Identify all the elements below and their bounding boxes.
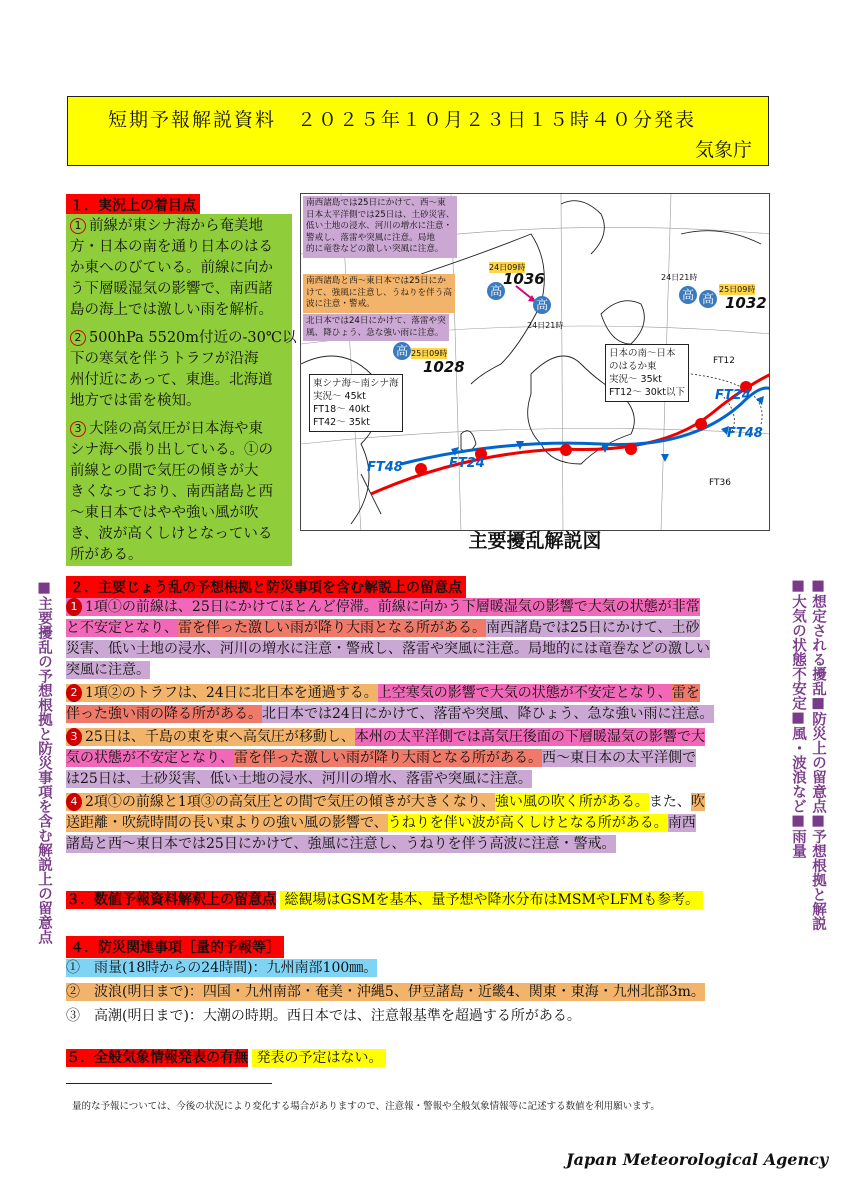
section1-line [70, 216, 288, 237]
section1-line [70, 328, 297, 349]
section1-line-text: シナ海へ張り出している。①の [70, 442, 273, 458]
section1-item [66, 326, 297, 414]
high-icon-3: 高 [393, 342, 411, 360]
section1-line-text: ～東日本ではやや強い風が吹 [70, 505, 259, 521]
high-icon-4: 高 [679, 286, 697, 304]
section4-item-tide: ③ 高潮(明日まで)：大潮の時期。西日本では、注意報基準を超過する所がある。 [66, 1008, 581, 1024]
section1-line [70, 349, 288, 370]
section1-line [70, 524, 288, 545]
high-pressure-1: 1036 [503, 270, 545, 288]
section1-line [70, 370, 288, 391]
section4-heading: ４．防災関連事項［量的予報等］ [66, 936, 284, 958]
side-label-left: ■主要擾乱の予想根拠と防災事項を含む解説上の留意点 [36, 580, 52, 944]
map-note-wind [303, 274, 455, 313]
item-number: 1 [70, 218, 86, 234]
ft-label-5: FT12 [713, 356, 735, 366]
map-note-line: のはるか東 [609, 361, 657, 372]
high-time-2: 24日21時 [527, 321, 564, 330]
section5-heading: ５．全般気象情報発表の有無 [66, 1050, 248, 1066]
high-pressure-3: 1028 [423, 358, 465, 376]
map-note-line: FT18～ 40kt [313, 404, 371, 415]
map-note-line: 南西諸島と西～東日本では25日にか [306, 276, 446, 286]
ft-label-3: FT24 [715, 388, 751, 403]
map-note-line: 実況～ 35kt [609, 374, 662, 385]
section1-line-text: 方・日本の南を通り日本のはる [70, 239, 273, 255]
high-time-3: 25日09時 [411, 349, 448, 358]
section4-item-waves: ② 波浪(明日まで)：四国・九州南部・奄美・沖縄5、伊豆諸島・近畿4、関東・東海・九州北部3m。 [66, 984, 705, 1000]
high-time-5: 25日09時 [719, 285, 756, 294]
high-icon-5: 高 [699, 290, 717, 308]
map-note-rain [303, 196, 457, 258]
section5-text: 発表の予定はない。 [252, 1049, 386, 1067]
section1-line-text: 島の海上では激しい雨を解析。 [70, 302, 273, 318]
map-note-line: 日本の南～日本 [609, 348, 676, 359]
ft-label-6: FT36 [709, 478, 731, 488]
section2-heading: ２．主要じょう乱の予想根拠と防災事項を含む解説上の留意点 [66, 576, 466, 598]
map-note-line: FT42～ 35kt [313, 417, 371, 428]
section5-row [66, 1048, 386, 1069]
footnote: 量的な予報については、今後の状況により変化する場合がありますので、注意報・警報や全般気象情報等に記述する数値を利用願います。 [72, 1101, 660, 1112]
document-title: 短期予報解説資料 ２０２５年１０月２３日１５時４０分発表 [108, 109, 697, 131]
high-icon-2: 高 [533, 296, 551, 314]
section1-line-text: 地方では雷を検知。 [70, 393, 201, 409]
agency-name: 気象庁 [694, 139, 752, 161]
section1-line-text: 州付近にあって、東進。北海道 [70, 372, 273, 388]
item-number: 3 [70, 421, 86, 437]
map-note-line: 低い土地の浸水、河川の増水に注意・ [306, 221, 453, 231]
section1-line-text: か東へのびている。前線に向か [70, 260, 273, 276]
section3-row [66, 890, 703, 911]
high-time-1: 24日09時 [489, 263, 526, 272]
section1-box [66, 214, 297, 566]
section1-line [70, 279, 288, 300]
ft-label-4: FT48 [727, 426, 763, 441]
section4-list [66, 958, 705, 1027]
footer-agency: Japan Meteorological Agency [566, 1150, 829, 1169]
section1-line [70, 237, 288, 258]
section2-paragraphs: 1 1項①の前線は、25日にかけてほとんど停滞。前線に向かう下層暖湿気の影響で大気の状態が非常 と不安定となり、雷を伴った激しい雨が降り大雨となる所がある。南西諸島では25日にかけて、土砂 災害、低い土地の浸水、河川の増水に注意・警戒し、落雷や突風に注意。局地的には竜巻などの激しい 突風に注意。 2 1項②のトラフは、24日に北日本を通過する。上空寒気の影響で大気の状態が不安定となり、雷を 伴った強い雨の降る所がある。北日本では24日にかけて、落雷や突風、降ひょう、急な強い雨に注意。 3 25日は、千島の東を東へ高気圧が移動し、本州の太平洋側では高気圧後面の下層暖湿気の影響で大 気の状態が不安定となり、雷を伴った激しい雨が降り大雨となる所がある。西～東日本の太平洋側で は25日は、土砂災害、低い土地の浸水、河川の増水、落雷や突風に注意。 4 2項①の前線と1項③の高気圧との間で気圧の傾きが大きくなり、強い風の吹く所がある。また、吹 送距離・吹続時間の長い東よりの強い風の影響で、うねりを伴い波が高くしけとなる所がある。南西 諸島と西～東日本では25日にかけて、強風に注意し、うねりを伴う高波に注意・警戒。 [66, 599, 714, 852]
section1-line-text: 大陸の高気圧が日本海や東 [89, 421, 263, 437]
footnote-rule [66, 1083, 272, 1084]
section1-line-text: う下層暖湿気の影響で、南西諸 [70, 281, 273, 297]
legend-col2: ■大気の状態不安定■風・波浪など■雨量 [790, 578, 806, 858]
section3-text: 総観場はGSMを基本、量予想や降水分布はMSMやLFMも参考。 [280, 891, 703, 909]
section1-line-text: 500hPa 5520m付近の-30℃以 [89, 330, 297, 346]
map-note-line: 北日本では24日にかけて、落雷や突 [306, 316, 446, 326]
section3-heading: ３．数値予報資料解釈上の留意点 [66, 892, 276, 908]
map-note-line: 実況～ 45kt [313, 391, 366, 402]
map-note-thunder [303, 314, 449, 341]
section1-line [70, 503, 288, 524]
section1-line-text: きくなっており、南西諸島と西 [70, 484, 273, 500]
section1-line [70, 391, 288, 412]
wind-box-west [309, 374, 403, 432]
item-number: 2 [70, 330, 86, 346]
section1-line [70, 545, 288, 566]
section1-item [66, 417, 292, 568]
high-icon-1: 高 [487, 282, 505, 300]
ft-label-1: FT48 [367, 460, 403, 475]
section1-line-text: 下の寒気を伴うトラフが沿海 [70, 351, 259, 367]
map-note-line: 波に注意・警戒。 [306, 299, 375, 309]
section1-line-text: 所がある。 [70, 547, 143, 563]
section1-line [70, 300, 288, 321]
map-caption: 主要擾乱解説図 [468, 530, 602, 552]
header-box [67, 96, 769, 166]
section1-line [70, 461, 288, 482]
section1-line [70, 440, 288, 461]
map-note-line: 風、降ひょう、急な強い雨に注意。 [306, 327, 444, 338]
section1-line-text: き、波が高くしけとなっている [70, 526, 273, 542]
map-note-line: 東シナ海～南シナ海 [313, 378, 399, 389]
high-pressure-5: 1032 [725, 294, 767, 312]
map-note-line: FT12～ 30kt以下 [609, 387, 686, 398]
section4-item-rain: ① 雨量(18時からの24時間)：九州南部100㎜。 [66, 960, 378, 976]
section1-line [70, 258, 288, 279]
section1-heading: １．実況上の着目点 [66, 194, 200, 216]
section1-line [70, 482, 288, 503]
section1-line [70, 419, 288, 440]
section1-line-text: 前線との間で気圧の傾きが大 [70, 463, 259, 479]
legend-col1: ■想定される擾乱■防災上の留意点■予想根拠と解説 [810, 578, 826, 931]
map-note-line: 南西諸島では25日にかけて、西～東 [306, 198, 446, 208]
map-note-line: 的に竜巻などの激しい突風に注意。 [306, 244, 444, 254]
disturbance-map [300, 193, 770, 531]
ft-label-2: FT24 [449, 456, 485, 471]
map-note-line: けて、強風に注意し、うねりを伴う高 [306, 287, 452, 298]
map-note-line: 警戒し、落雷や突風に注意。局地 [306, 232, 435, 243]
map-note-line: 日本太平洋側では25日は、土砂災害、 [306, 209, 455, 220]
high-time-4: 24日21時 [661, 273, 698, 282]
wind-box-east [605, 344, 689, 402]
section1-line-text: 前線が東シナ海から奄美地 [89, 218, 263, 234]
section1-item [66, 214, 292, 323]
